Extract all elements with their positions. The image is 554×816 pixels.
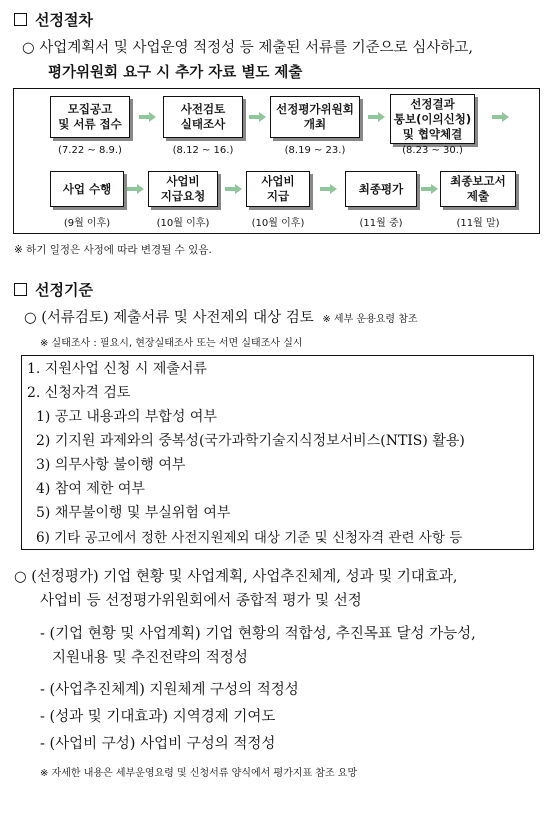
eval-line2: 사업비 등 선정평가위원회에서 종합적 평가 및 선정	[40, 593, 362, 609]
checkbox-square-icon	[14, 283, 27, 296]
step-final-eval: 최종평가	[345, 171, 417, 207]
review-subnote: ※ 실태조사 : 필요시, 현장실태조사 또는 서면 실태조사 실시	[40, 338, 303, 349]
eval-line1: ○ (선정평가) 기업 현황 및 사업계획, 사업추진체계, 성과 및 기대효과,	[14, 569, 458, 585]
arrow-right-icon	[492, 112, 509, 122]
final-note: ※ 자세한 내용은 세부운영요령 및 신청서류 양식에서 평가지표 참조 요망	[40, 768, 358, 779]
step-recruit: 모집공고 및 서류 접수	[50, 96, 130, 138]
step-execution-date: (9월 이후)	[63, 218, 111, 229]
arrow-right-icon	[249, 112, 266, 122]
eval-sub2: - (사업추진체계) 지원체계 구성의 적정성	[40, 682, 299, 698]
arrow-right-icon	[127, 184, 144, 194]
step-result-date: (8.23 ~ 30.)	[402, 145, 463, 156]
section-title-procedure: 선정절차	[14, 9, 93, 30]
step-committee-date: (8.19 ~ 23.)	[284, 145, 346, 156]
arrow-right-icon	[320, 184, 337, 194]
eval-sub1-line1: - (기업 현황 및 사업계획) 기업 현황의 적합성, 추진목표 달성 가능성,	[40, 626, 476, 642]
box-item: 5) 채무불이행 및 부실위험 여부	[36, 505, 231, 521]
arrow-right-icon	[139, 112, 156, 122]
step-prereview-date: (8.12 ~ 16.)	[172, 145, 234, 156]
box-item: 4) 참여 제한 여부	[36, 481, 145, 497]
step-final-report: 최종보고서 제출	[440, 171, 516, 207]
box-item: 6) 기타 공고에서 정한 사전지원제외 대상 기준 및 신청자격 관련 사항 등	[36, 530, 463, 546]
step-recruit-date: (7.22 ~ 8.9.)	[58, 145, 122, 156]
step-prereview: 사전검토 실태조사	[163, 96, 243, 138]
step-fund-request: 사업비 지급요청	[148, 171, 218, 207]
arrow-right-icon	[225, 184, 242, 194]
step-final-report-date: (11월 말)	[456, 218, 500, 229]
step-fund-payment-date: (10월 이후)	[251, 218, 305, 229]
step-execution: 사업 수행	[50, 171, 124, 207]
step-fund-payment: 사업비 지급	[246, 171, 310, 207]
arrow-right-icon	[421, 184, 438, 194]
eval-sub3: - (성과 및 기대효과) 지역경제 기여도	[40, 709, 276, 725]
box-item: 2. 신청자격 검토	[27, 385, 131, 401]
section-title-criteria: 선정기준	[14, 279, 93, 300]
step-final-eval-date: (11월 중)	[359, 218, 403, 229]
step-committee: 선정평가위원회 개최	[270, 96, 360, 138]
box-item: 2) 기지원 과제와의 중복성(국가과학기술지식정보서비스(NTIS) 활용)	[36, 433, 465, 449]
schedule-note: ※ 하기 일정은 사정에 따라 변경될 수 있음.	[14, 244, 212, 256]
eval-sub4: - (사업비 구성) 사업비 구성의 적정성	[40, 736, 276, 752]
checkbox-square-icon	[14, 13, 27, 26]
box-item: 1. 지원사업 신청 시 제출서류	[27, 361, 207, 377]
procedure-paragraph-line2: 평가위원회 요구 시 추가 자료 별도 제출	[48, 64, 303, 81]
box-item: 3) 의무사항 불이행 여부	[36, 457, 186, 473]
eval-sub1-line2: 지원내용 및 추진전략의 적정성	[52, 650, 248, 666]
review-note: ※ 세부 운용요령 참조	[322, 314, 418, 325]
review-line: ○ (서류검토) 제출서류 및 사전제외 대상 검토 ※ 세부 운용요령 참조	[24, 310, 418, 326]
step-fund-request-date: (10월 이후)	[156, 218, 210, 229]
arrow-right-icon	[368, 112, 385, 122]
box-item: 1) 공고 내용과의 부합성 여부	[36, 409, 217, 425]
review-items-box	[21, 355, 534, 550]
step-result: 선정결과 통보(이의신청) 및 협약체결	[390, 94, 475, 144]
procedure-paragraph-line1: ○ 사업계획서 및 사업운영 적정성 등 제출된 서류를 기준으로 심사하고,	[22, 40, 473, 56]
